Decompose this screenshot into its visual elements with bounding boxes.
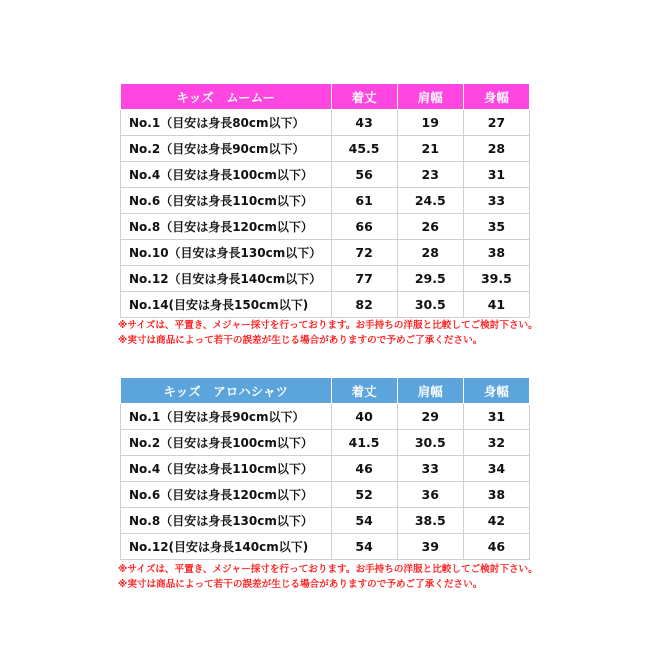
length-value: 56: [331, 162, 397, 188]
header-body-width: 身幅: [463, 84, 529, 110]
table-row: [121, 214, 530, 240]
header-body-width: 身幅: [463, 378, 529, 404]
shoulder-width-value: 28: [397, 240, 463, 266]
table-row: [121, 188, 530, 214]
size-label: No.4（目安は身長110cm以下）: [121, 456, 332, 482]
size-label: No.10（目安は身長130cm以下）: [121, 240, 332, 266]
header-product-name: キッズ ムームー: [121, 84, 332, 110]
header-shoulder-width: 肩幅: [397, 84, 463, 110]
note-tolerance: ※実寸は商品によって若干の誤差が生じる場合がありますので予めご了承ください。: [118, 335, 483, 346]
body-width-value: 38: [463, 240, 529, 266]
length-value: 66: [331, 214, 397, 240]
shoulder-width-value: 33: [397, 456, 463, 482]
table-row: [121, 404, 530, 430]
table-row: [121, 482, 530, 508]
shoulder-width-value: 30.5: [397, 292, 463, 318]
size-label: No.2（目安は身長90cm以下）: [121, 136, 332, 162]
body-width-value: 28: [463, 136, 529, 162]
length-value: 52: [331, 482, 397, 508]
muumuu-size-table: [120, 83, 530, 318]
table-header-row: [121, 84, 530, 110]
length-value: 40: [331, 404, 397, 430]
muumuu-table-body: [121, 110, 530, 318]
note-measurement: ※サイズは、平置き、メジャー採寸を行っております。お手持ちの洋服と比較してご検討下さい。: [118, 564, 538, 575]
shoulder-width-value: 38.5: [397, 508, 463, 534]
body-width-value: 33: [463, 188, 529, 214]
muumuu-notes: [118, 318, 568, 348]
table-row: [121, 110, 530, 136]
header-length: 着丈: [331, 378, 397, 404]
length-value: 61: [331, 188, 397, 214]
body-width-value: 31: [463, 162, 529, 188]
length-value: 46: [331, 456, 397, 482]
body-width-value: 27: [463, 110, 529, 136]
size-label: No.6（目安は身長110cm以下）: [121, 188, 332, 214]
table-header-row: [121, 378, 530, 404]
header-shoulder-width: 肩幅: [397, 378, 463, 404]
shoulder-width-value: 24.5: [397, 188, 463, 214]
length-value: 41.5: [331, 430, 397, 456]
size-label: No.1（目安は身長90cm以下）: [121, 404, 332, 430]
body-width-value: 38: [463, 482, 529, 508]
size-label: No.4（目安は身長100cm以下）: [121, 162, 332, 188]
table-row: [121, 292, 530, 318]
length-value: 72: [331, 240, 397, 266]
body-width-value: 35: [463, 214, 529, 240]
length-value: 77: [331, 266, 397, 292]
body-width-value: 42: [463, 508, 529, 534]
header-product-name: キッズ アロハシャツ: [121, 378, 332, 404]
table-row: [121, 534, 530, 560]
size-label: No.12(目安は身長140cm以下): [121, 534, 332, 560]
body-width-value: 41: [463, 292, 529, 318]
size-label: No.2（目安は身長100cm以下）: [121, 430, 332, 456]
table-row: [121, 136, 530, 162]
note-measurement: ※サイズは、平置き、メジャー採寸を行っております。お手持ちの洋服と比較してご検討下さい。: [118, 320, 538, 331]
size-label: No.8（目安は身長120cm以下）: [121, 214, 332, 240]
length-value: 45.5: [331, 136, 397, 162]
table-row: [121, 266, 530, 292]
size-label: No.12（目安は身長140cm以下）: [121, 266, 332, 292]
note-tolerance: ※実寸は商品によって若干の誤差が生じる場合がありますので予めご了承ください。: [118, 579, 483, 590]
shoulder-width-value: 19: [397, 110, 463, 136]
length-value: 54: [331, 534, 397, 560]
length-value: 43: [331, 110, 397, 136]
aloha-size-table: [120, 377, 530, 560]
aloha-notes: [118, 562, 568, 592]
aloha-table-body: [121, 404, 530, 560]
table-row: [121, 430, 530, 456]
shoulder-width-value: 21: [397, 136, 463, 162]
table-row: [121, 162, 530, 188]
size-label: No.1（目安は身長80cm以下）: [121, 110, 332, 136]
shoulder-width-value: 39: [397, 534, 463, 560]
table-row: [121, 508, 530, 534]
body-width-value: 31: [463, 404, 529, 430]
table-row: [121, 456, 530, 482]
shoulder-width-value: 29: [397, 404, 463, 430]
body-width-value: 32: [463, 430, 529, 456]
length-value: 82: [331, 292, 397, 318]
body-width-value: 46: [463, 534, 529, 560]
shoulder-width-value: 36: [397, 482, 463, 508]
shoulder-width-value: 26: [397, 214, 463, 240]
length-value: 54: [331, 508, 397, 534]
table-row: [121, 240, 530, 266]
size-label: No.6（目安は身長120cm以下）: [121, 482, 332, 508]
shoulder-width-value: 29.5: [397, 266, 463, 292]
body-width-value: 39.5: [463, 266, 529, 292]
size-label: No.8（目安は身長130cm以下）: [121, 508, 332, 534]
body-width-value: 34: [463, 456, 529, 482]
shoulder-width-value: 23: [397, 162, 463, 188]
shoulder-width-value: 30.5: [397, 430, 463, 456]
header-length: 着丈: [331, 84, 397, 110]
size-label: No.14(目安は身長150cm以下): [121, 292, 332, 318]
